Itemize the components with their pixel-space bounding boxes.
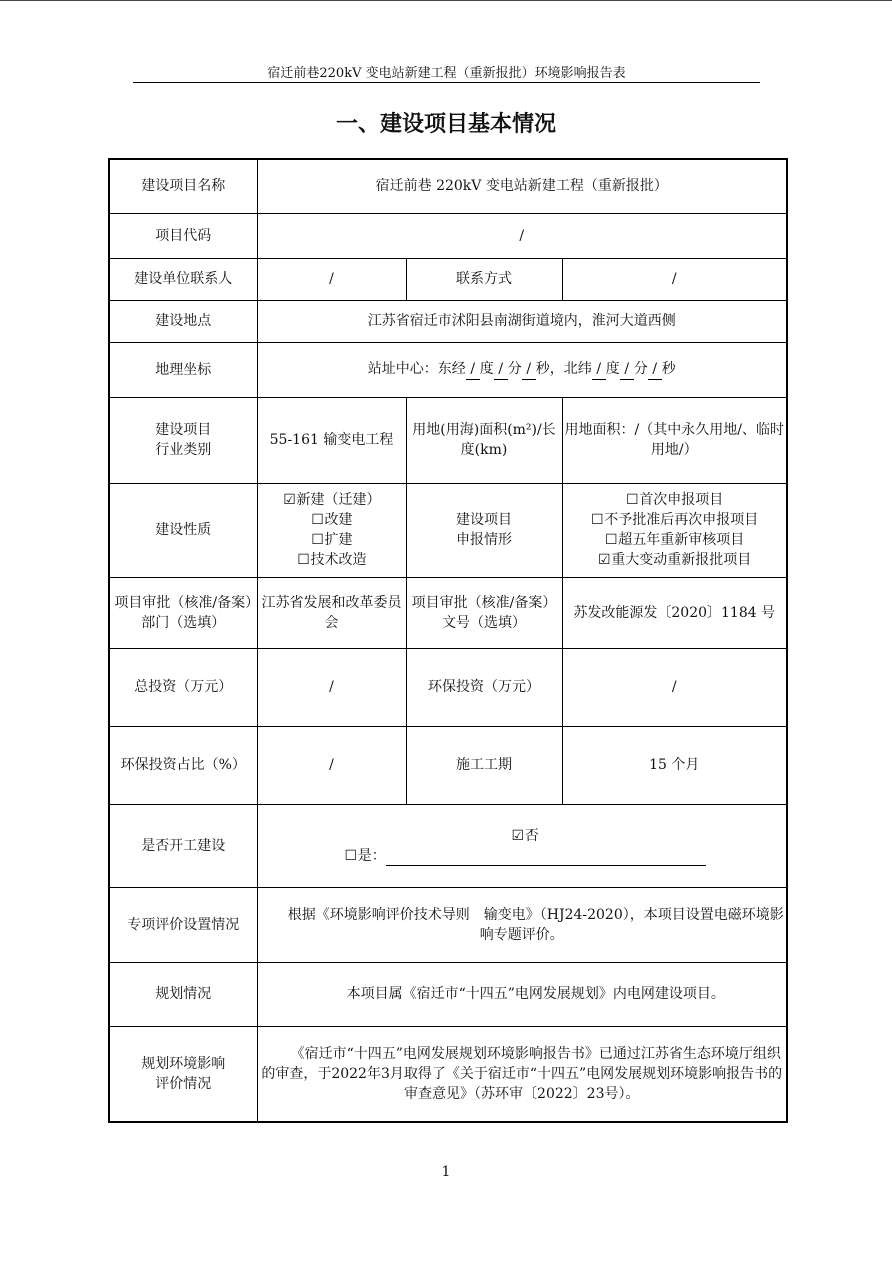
row-special-eval: [109, 887, 787, 962]
row-location: [109, 300, 787, 342]
label-industry-line2: 行业类别: [155, 442, 212, 458]
label-land-area: 用地(用海)面积(m²)/长度(km): [406, 397, 562, 483]
sec-unit-2: 秒: [661, 361, 676, 377]
declare-option-label: 首次申报项目: [639, 492, 724, 508]
declare-option-label: 重大变动重新报批项目: [611, 552, 752, 568]
checkbox-empty-icon: ☐: [311, 512, 324, 528]
value-contact: /: [257, 258, 406, 300]
row-env-ratio: [109, 726, 787, 804]
row-coordinates: [109, 342, 787, 397]
nature-option: [260, 490, 404, 510]
label-contact: 建设单位联系人: [109, 258, 257, 300]
value-approval-dept: 江苏省发展和改革委员会: [257, 577, 406, 648]
sec-unit: 秒: [535, 361, 550, 377]
checkbox-checked-icon: ☑: [283, 492, 296, 508]
label-declare: [406, 483, 562, 577]
planning-text: 本项目属《宿迁市“十四五”电网发展规划》内电网建设项目。: [346, 986, 725, 1002]
label-industry: [109, 397, 257, 483]
nature-option-label: 扩建: [324, 532, 353, 548]
value-started: [257, 804, 787, 887]
started-yes-label: 是：: [357, 847, 386, 864]
started-no-option: [266, 826, 785, 846]
label-project-code: 项目代码: [109, 213, 257, 258]
row-contact: [109, 258, 787, 300]
label-planning: 规划情况: [109, 962, 257, 1026]
checkbox-empty-icon: ☐: [344, 847, 358, 864]
declare-option: [565, 510, 785, 530]
lon-sec-blank: /: [522, 359, 536, 380]
started-no-label: 否: [524, 827, 539, 844]
checkbox-empty-icon: ☐: [311, 532, 324, 548]
value-contact-method: /: [562, 258, 787, 300]
checkbox-empty-icon: ☐: [625, 492, 639, 508]
label-location: 建设地点: [109, 300, 257, 342]
lat-min-blank: /: [620, 359, 634, 380]
label-industry-line1: 建设项目: [155, 422, 212, 438]
declare-option: [565, 530, 785, 550]
label-nature: 建设性质: [109, 483, 257, 577]
label-project-name: 建设项目名称: [109, 159, 257, 213]
row-industry: [109, 397, 787, 483]
value-env-ratio: /: [257, 726, 406, 804]
checkbox-empty-icon: ☐: [297, 552, 310, 568]
value-total-investment: /: [257, 648, 406, 726]
checkbox-empty-icon: ☐: [604, 532, 618, 548]
row-planning: [109, 962, 787, 1026]
value-industry: 55-161 输变电工程: [257, 397, 406, 483]
deg-unit-2: 度: [605, 361, 620, 377]
label-contact-method: 联系方式: [406, 258, 562, 300]
declare-option-label: 不予批准后再次申报项目: [604, 512, 759, 528]
page-number: 1: [441, 1164, 451, 1180]
nature-option: [260, 550, 404, 570]
row-planning-eia: [109, 1026, 787, 1122]
value-planning-eia: [257, 1026, 787, 1122]
label-started: 是否开工建设: [109, 804, 257, 887]
value-approval-no: 苏发改能源发〔2020〕1184 号: [562, 577, 787, 648]
nature-options: [257, 483, 406, 577]
label-total-investment: 总投资（万元）: [109, 648, 257, 726]
label-env-investment: 环保投资（万元）: [406, 648, 562, 726]
nature-option-label: 新建（迁建）: [296, 492, 381, 508]
value-special-eval: [257, 887, 787, 962]
nature-option-label: 改建: [324, 512, 353, 528]
label-coordinates: 地理坐标: [109, 342, 257, 397]
declare-option: [565, 490, 785, 510]
started-yes-option: [266, 846, 785, 866]
value-coordinates: [257, 342, 787, 397]
lat-deg-blank: /: [592, 359, 606, 380]
row-approval: [109, 577, 787, 648]
min-unit: 分: [507, 361, 522, 377]
row-project-code: [109, 213, 787, 258]
project-info-table: [108, 158, 788, 1123]
value-construction-period: 15 个月: [562, 726, 787, 804]
checkbox-checked-icon: ☑: [597, 552, 611, 568]
deg-unit: 度: [479, 361, 494, 377]
checkbox-empty-icon: ☐: [590, 512, 604, 528]
row-nature: [109, 483, 787, 577]
declare-options: [562, 483, 787, 577]
label-declare-line2: 申报情形: [456, 532, 512, 548]
nature-option: [260, 530, 404, 550]
value-project-code: /: [257, 213, 787, 258]
label-planning-eia-line2: 评价情况: [155, 1075, 212, 1092]
planning-eia-text: 《宿迁市“十四五”电网发展规划环境影响报告书》已通过江苏省生态环境厅组织的审查，于2022年3月取得了《关于宿迁市“十四五”电网发展规划环境影响报告书的审查意见》（苏环审〔2022〕23号）。: [261, 1045, 783, 1102]
min-unit-2: 分: [633, 361, 648, 377]
label-env-ratio: 环保投资占比（%）: [109, 726, 257, 804]
label-special-eval: 专项评价设置情况: [109, 887, 257, 962]
value-planning: [257, 962, 787, 1026]
lon-deg-blank: /: [466, 359, 480, 380]
special-eval-text: 根据《环境影响评价技术导则 输变电》（HJ24-2020），本项目设置电磁环境影响专题评价。: [287, 906, 784, 943]
coord-prefix: 站址中心：东经: [367, 361, 466, 377]
value-location: 江苏省宿迁市沭阳县南湖街道境内，淮河大道西侧: [257, 300, 787, 342]
row-investment: [109, 648, 787, 726]
lat-sec-blank: /: [648, 359, 662, 380]
lat-prefix: ，北纬: [549, 361, 592, 377]
label-declare-line1: 建设项目: [456, 512, 512, 528]
label-planning-eia: [109, 1026, 257, 1122]
label-approval-dept: 项目审批（核准/备案）部门（选填）: [109, 577, 257, 648]
running-header: 宿迁前巷220kV 变电站新建工程（重新报批）环境影响报告表: [267, 66, 626, 81]
header-rule: [133, 82, 760, 83]
value-land-area: 用地面积：/（其中永久用地/、临时用地/）: [562, 397, 787, 483]
value-project-name: 宿迁前巷 220kV 变电站新建工程（重新报批）: [257, 159, 787, 213]
value-env-investment: /: [562, 648, 787, 726]
nature-option-label: 技术改造: [310, 552, 367, 568]
label-approval-no: 项目审批（核准/备案）文号（选填）: [406, 577, 562, 648]
top-border-line: [0, 0, 892, 1]
label-construction-period: 施工工期: [406, 726, 562, 804]
declare-option: [565, 550, 785, 570]
row-project-name: [109, 159, 787, 213]
section-title: 一、建设项目基本情况: [335, 112, 556, 137]
lon-min-blank: /: [494, 359, 508, 380]
checkbox-checked-icon: ☑: [511, 827, 525, 844]
row-started: [109, 804, 787, 887]
declare-option-label: 超五年重新审核项目: [618, 532, 745, 548]
started-yes-blank: [386, 849, 706, 866]
nature-option: [260, 510, 404, 530]
label-planning-eia-line1: 规划环境影响: [141, 1055, 226, 1072]
